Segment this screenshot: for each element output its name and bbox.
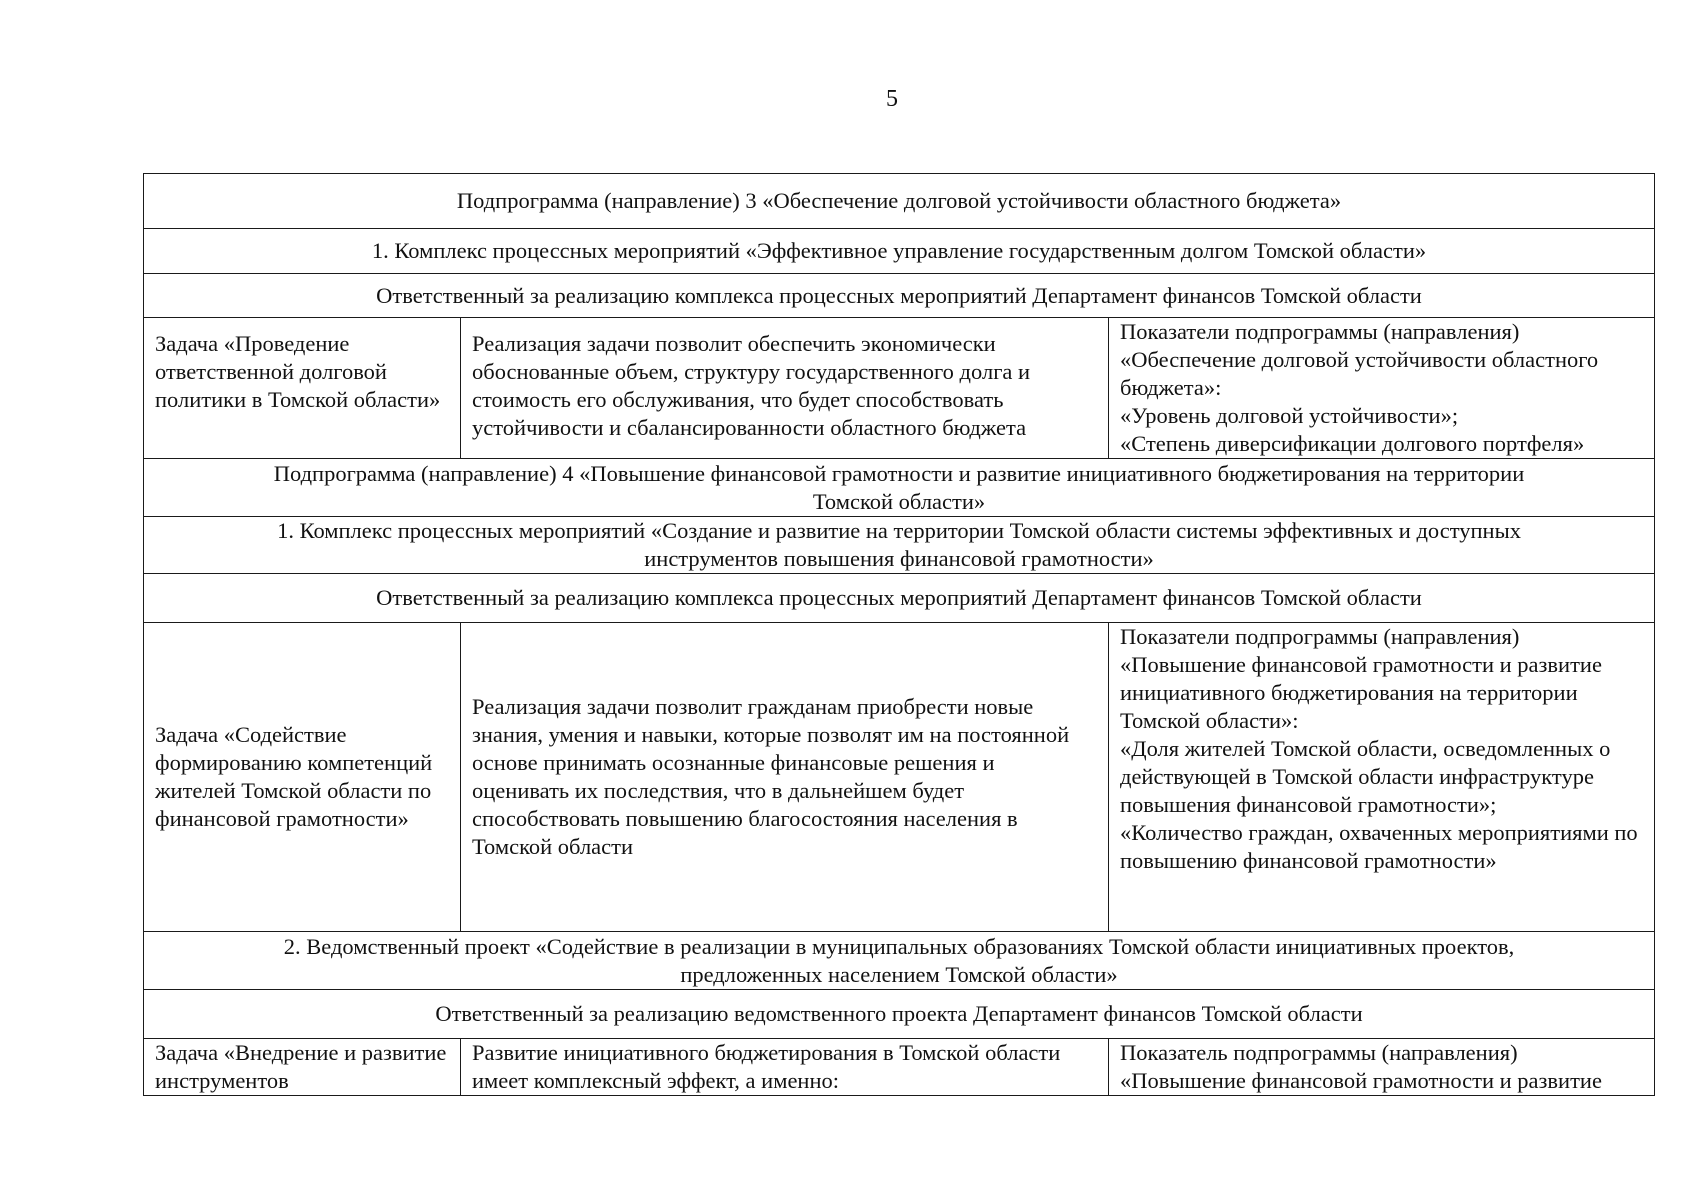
- table-row: [144, 932, 1655, 990]
- effect-cell: [461, 318, 1109, 459]
- subprogram-4-complex-line: инструментов повышения финансовой грамотности»: [644, 546, 1154, 571]
- indicator-line: Показатель подпрограммы (направления) «Повышение финансовой грамотности и развитие: [1120, 1040, 1602, 1093]
- subprogram-3-task-name: Задача «Проведение ответственной долговой политики в Томской области»: [155, 331, 441, 412]
- subprogram-4-task-2-name: Задача «Внедрение и развитие инструментов: [155, 1040, 447, 1093]
- subprogram-4-responsible-2: Ответственный за реализацию ведомственного проекта Департамент финансов Томской области: [435, 1001, 1363, 1026]
- indicators-cell: [1109, 623, 1655, 932]
- subprogram-4-project-cell: [144, 932, 1655, 990]
- indicators-cell: [1109, 1039, 1655, 1096]
- subprogram-3-complex-title: 1. Комплекс процессных мероприятий «Эффективное управление государственным долгом Томской области»: [371, 238, 1427, 263]
- subprogram-4-task-1-effect: Реализация задачи позволит гражданам приобрести новые знания, умения и навыки, которые позволят им на постоянной основе принимать осознанные финансовые решения и оценивать их последствия, что в дальнейшем будет способствовать повышению благосостояния населения в Томской области: [472, 694, 1070, 859]
- subprogram-4-title-line: Подпрограмма (направление) 4 «Повышение финансовой грамотности и развитие инициативного бюджетирования на территории: [273, 460, 1525, 486]
- indicator-line: «Доля жителей Томской области, осведомленных о действующей в Томской области инфраструктуре повышения финансовой грамотности»;: [1120, 736, 1611, 817]
- indicator-line: Показатели подпрограммы (направления) «Обеспечение долговой устойчивости областного бюджета»:: [1120, 319, 1599, 400]
- subprogram-4-responsible-cell: [144, 574, 1655, 623]
- subprogram-4-responsible-2-cell: [144, 990, 1655, 1039]
- indicator-line: Показатели подпрограммы (направления) «Повышение финансовой грамотности и развитие инициативного бюджетирования на территории Томской области»:: [1120, 624, 1602, 733]
- table-row: [144, 229, 1655, 274]
- indicator-line: «Количество граждан, охваченных мероприятиями по повышению финансовой грамотности»: [1120, 820, 1638, 873]
- table-row: [144, 459, 1655, 517]
- subprogram-4-project-line: предложенных населением Томской области»: [680, 961, 1118, 987]
- table-row: [144, 174, 1655, 229]
- subprogram-4-responsible-1: Ответственный за реализацию комплекса процессных мероприятий Департамент финансов Томской области: [376, 585, 1422, 610]
- task-cell: [144, 623, 461, 932]
- table-row: [144, 517, 1655, 574]
- table-row: [144, 318, 1655, 459]
- subprogram-4-complex-line: 1. Комплекс процессных мероприятий «Создание и развитие на территории Томской области системы эффективных и доступных: [277, 518, 1521, 543]
- task-cell: [144, 1039, 461, 1096]
- indicators-cell: [1109, 318, 1655, 459]
- table-row: [144, 274, 1655, 318]
- subprogram-4-title-cell: [144, 459, 1655, 517]
- table-row: [144, 1039, 1655, 1096]
- subprogram-3-responsible: Ответственный за реализацию комплекса процессных мероприятий Департамент финансов Томской области: [376, 282, 1422, 308]
- subprogram-3-complex-cell: [144, 229, 1655, 274]
- indicator-line: «Степень диверсификации долгового портфеля»: [1120, 431, 1585, 456]
- subprogram-4-title-line: Томской области»: [812, 488, 986, 514]
- effect-cell: [461, 1039, 1109, 1096]
- program-table: [143, 173, 1655, 1096]
- subprogram-3-responsible-cell: [144, 274, 1655, 318]
- table-row: [144, 623, 1655, 932]
- subprogram-4-complex-cell: [144, 517, 1655, 574]
- page-number: 5: [886, 86, 898, 112]
- subprogram-4-project-line: 2. Ведомственный проект «Содействие в реализации в муниципальных образованиях Томской области инициативных проектов,: [283, 933, 1515, 959]
- subprogram-3-title: Подпрограмма (направление) 3 «Обеспечение долговой устойчивости областного бюджета»: [456, 188, 1342, 213]
- subprogram-4-task-1-name: Задача «Содействие формированию компетенций жителей Томской области по финансовой грамотности»: [155, 722, 433, 831]
- subprogram-3-task-effect: Реализация задачи позволит обеспечить экономически обоснованные объем, структуру государственного долга и стоимость его обслуживания, что будет способствовать устойчивости и сбалансированности областного бюджета: [472, 331, 1031, 440]
- effect-cell: [461, 623, 1109, 932]
- table-row: [144, 574, 1655, 623]
- indicator-line: «Уровень долговой устойчивости»;: [1120, 403, 1459, 428]
- subprogram-4-task-2-effect: Развитие инициативного бюджетирования в Томской области имеет комплексный эффект, а именно:: [472, 1040, 1061, 1093]
- task-cell: [144, 318, 461, 459]
- subprogram-3-title-cell: [144, 174, 1655, 229]
- table-row: [144, 990, 1655, 1039]
